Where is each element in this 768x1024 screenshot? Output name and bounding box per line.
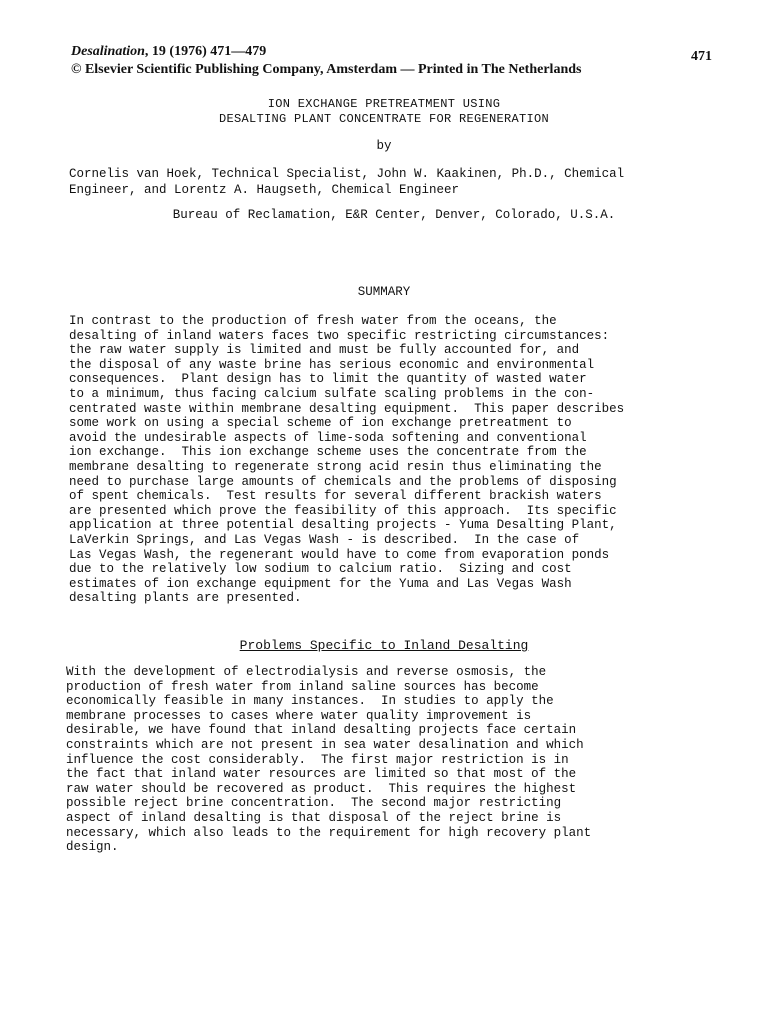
- summary-paragraph: [69, 314, 709, 606]
- text-line: some work on using a special scheme of ion exchange pretreatment to: [69, 416, 572, 431]
- text-line: estimates of ion exchange equipment for the Yuma and Las Vegas Wash: [69, 576, 572, 591]
- text-line: membrane processes to cases where water quality improvement is: [66, 708, 532, 723]
- text-line: consequences. Plant design has to limit the quantity of wasted water: [69, 372, 587, 387]
- text-line: necessary, which also leads to the requirement for high recovery plant: [66, 825, 592, 840]
- text-line: aspect of inland desalting is that disposal of the reject brine is: [66, 810, 562, 825]
- authors-line-2: Engineer, and Lorentz A. Haugseth, Chemical Engineer: [69, 183, 460, 197]
- text-line: application at three potential desalting projects - Yuma Desalting Plant,: [69, 518, 617, 533]
- text-line: centrated waste within membrane desalting equipment. This paper describes: [69, 401, 625, 416]
- journal-citation: [71, 43, 266, 61]
- text-line: constraints which are not present in sea water desalination and which: [66, 737, 584, 752]
- page-number: 471: [691, 49, 712, 64]
- text-line: need to purchase large amounts of chemicals and the problems of disposing: [69, 474, 617, 489]
- text-line: are presented which prove the feasibility of this approach. Its specific: [69, 503, 617, 518]
- paper-title-line-2: DESALTING PLANT CONCENTRATE FOR REGENERATION: [218, 112, 550, 126]
- text-line: Las Vegas Wash, the regenerant would have to come from evaporation ponds: [69, 547, 610, 562]
- text-line: In contrast to the production of fresh water from the oceans, the: [69, 314, 557, 328]
- by-line: by: [376, 139, 392, 153]
- paper-title-line-1: ION EXCHANGE PRETREATMENT USING: [267, 97, 501, 111]
- summary-heading: SUMMARY: [357, 285, 411, 299]
- text-line: the fact that inland water resources are limited so that most of the: [66, 767, 577, 782]
- text-line: to a minimum, thus facing calcium sulfate scaling problems in the con-: [69, 386, 595, 401]
- text-line: the disposal of any waste brine has serious economic and environmental: [69, 357, 595, 372]
- text-line: With the development of electrodialysis and reverse osmosis, the: [66, 665, 547, 679]
- text-line: desirable, we have found that inland desalting projects face certain: [66, 723, 577, 738]
- text-line: raw water should be recovered as product. This requires the highest: [66, 781, 577, 796]
- authors: [69, 166, 709, 198]
- text-line: the raw water supply is limited and must be fully accounted for, and: [69, 343, 580, 358]
- text-line: possible reject brine concentration. The second major restricting: [66, 796, 562, 811]
- text-line: design.: [66, 840, 119, 855]
- text-line: membrane desalting to regenerate strong acid resin thus eliminating the: [69, 459, 602, 474]
- authors-line-1: Cornelis van Hoek, Technical Specialist, John W. Kaakinen, Ph.D., Chemical: [69, 167, 625, 181]
- text-line: production of fresh water from inland saline sources has become: [66, 679, 539, 694]
- section-paragraph: [66, 665, 706, 855]
- journal-volume-pages: , 19 (1976) 471—479: [144, 44, 267, 59]
- section-heading: Problems Specific to Inland Desalting: [239, 638, 529, 653]
- text-line: LaVerkin Springs, and Las Vegas Wash - is described. In the case of: [69, 532, 580, 547]
- text-line: avoid the undesirable aspects of lime-soda softening and conventional: [69, 430, 587, 445]
- text-line: desalting plants are presented.: [69, 591, 302, 606]
- text-line: due to the relatively low sodium to calcium ratio. Sizing and cost: [69, 562, 572, 577]
- affiliation: Bureau of Reclamation, E&R Center, Denver, Colorado, U.S.A.: [172, 208, 616, 222]
- text-line: ion exchange. This ion exchange scheme uses the concentrate from the: [69, 445, 587, 460]
- text-line: desalting of inland waters faces two specific restricting circumstances:: [69, 328, 610, 343]
- journal-name: Desalination: [71, 44, 145, 59]
- text-line: influence the cost considerably. The first major restriction is in: [66, 752, 569, 767]
- text-line: economically feasible in many instances. In studies to apply the: [66, 694, 554, 709]
- publisher-line: © Elsevier Scientific Publishing Company, Amsterdam — Printed in The Netherlands: [71, 62, 582, 77]
- text-line: of spent chemicals. Test results for several different brackish waters: [69, 489, 602, 504]
